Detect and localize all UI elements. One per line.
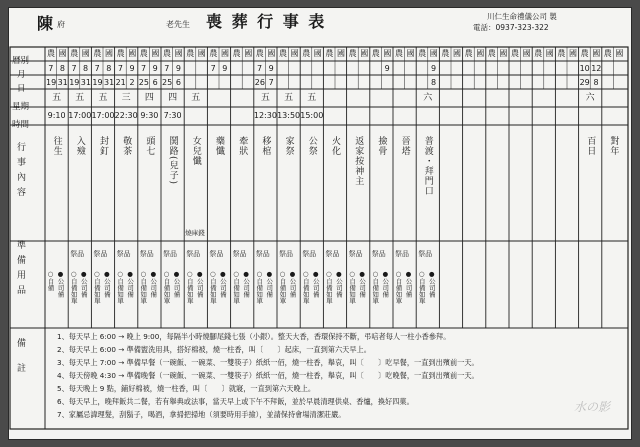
supply-self-prepared: ○自備如單 bbox=[394, 270, 403, 304]
calendar-lunar-label: 農 bbox=[70, 49, 79, 58]
calendar-solar-label: 國 bbox=[429, 49, 438, 58]
time-value: 9:30 bbox=[140, 111, 159, 120]
event-1: 往生 bbox=[51, 136, 62, 156]
calendar-solar-label: 國 bbox=[58, 49, 67, 58]
supply-offerings: 祭品 bbox=[325, 250, 340, 258]
supply-self-prepared: ○自備如單 bbox=[301, 270, 310, 304]
weekday-value: 五 bbox=[307, 93, 317, 103]
honorific: 老先生 bbox=[166, 20, 190, 29]
event-5: 頭七 bbox=[144, 136, 155, 156]
event-25: 對年 bbox=[608, 136, 619, 156]
supply-company-provided: ●公司備 bbox=[404, 270, 413, 298]
calendar-solar-label: 國 bbox=[360, 49, 369, 58]
calendar-solar-label: 國 bbox=[615, 49, 624, 58]
weekday-value: 五 bbox=[284, 93, 294, 103]
month-solar: 12 bbox=[591, 64, 602, 73]
weekday-value: 六 bbox=[585, 93, 595, 103]
calendar-lunar-label: 農 bbox=[232, 49, 241, 58]
event-24: 百日 bbox=[585, 136, 596, 156]
supply-self-prepared: ○自備如單 bbox=[162, 270, 171, 304]
calendar-lunar-label: 農 bbox=[302, 49, 311, 58]
calendar-solar-label: 國 bbox=[221, 49, 229, 58]
month-lunar: 7 bbox=[94, 64, 100, 73]
day-solar: 8 bbox=[593, 78, 599, 87]
row-label-month: 月 bbox=[17, 70, 26, 80]
supply-self-prepared: ○自備如單 bbox=[185, 270, 194, 304]
day-lunar: 21 bbox=[115, 78, 126, 87]
day-solar: 6 bbox=[175, 78, 181, 87]
watermark: 水の影 bbox=[574, 400, 611, 414]
day-solar: 8 bbox=[431, 78, 437, 87]
time-value: 7:30 bbox=[163, 111, 182, 120]
event-2: 入殮 bbox=[74, 136, 85, 156]
supply-self-prepared: ○自備如單 bbox=[417, 270, 426, 304]
supply-offerings: 祭品 bbox=[139, 250, 154, 258]
supply-offerings: 祭品 bbox=[395, 250, 409, 258]
supply-self-prepared: ○自備如單 bbox=[324, 270, 333, 304]
supply-offerings: 祭品 bbox=[70, 250, 85, 258]
row-label-day: 日 bbox=[17, 84, 26, 94]
supply-offerings: 祭品 bbox=[371, 250, 386, 258]
weekday-value: 三 bbox=[121, 93, 131, 103]
supply-offerings: 祭品 bbox=[418, 250, 433, 258]
weekday-value: 五 bbox=[191, 93, 201, 103]
page-title: 喪 葬 行 事 表 bbox=[206, 12, 327, 31]
day-lunar: 26 bbox=[254, 78, 265, 87]
day-solar: 6 bbox=[152, 78, 158, 87]
calendar-solar-label: 國 bbox=[476, 49, 485, 58]
calendar-solar-label: 國 bbox=[569, 49, 577, 58]
month-lunar: 7 bbox=[210, 64, 216, 73]
calendar-lunar-label: 農 bbox=[348, 49, 357, 58]
month-solar: 9 bbox=[152, 64, 158, 73]
supply-company-provided: ●公司備 bbox=[195, 270, 204, 298]
supply-self-prepared: ○自備如單 bbox=[232, 270, 241, 304]
month-solar: 9 bbox=[268, 64, 274, 73]
note-4: 4、每天傍晚 4:30 → 準備晚餐（一碗飯、一碗菜、一雙筷子）紙紙一佰，燒一柱香，舉哀，叫〔 〕吃晚餐，一直到出殯前一天。 bbox=[57, 371, 479, 380]
calendar-lunar-label: 農 bbox=[371, 49, 380, 58]
event-4: 敬茶 bbox=[121, 136, 132, 156]
month-solar: 9 bbox=[129, 64, 135, 73]
event-15: 撿骨 bbox=[376, 136, 387, 156]
calendar-lunar-label: 農 bbox=[163, 49, 171, 58]
calendar-lunar-label: 農 bbox=[511, 49, 519, 58]
supply-self-prepared: ○自備如單 bbox=[208, 270, 217, 304]
supply-company-provided: ●公司備 bbox=[126, 270, 135, 298]
row-label-supplies: 準備用品 bbox=[15, 240, 25, 300]
month-lunar: 7 bbox=[48, 64, 54, 73]
calendar-solar-label: 國 bbox=[337, 49, 345, 58]
calendar-solar-label: 國 bbox=[522, 49, 531, 58]
calendar-lunar-label: 農 bbox=[279, 49, 287, 58]
weekday-value: 四 bbox=[168, 93, 178, 103]
month-lunar: 7 bbox=[117, 64, 123, 73]
month-lunar: 10 bbox=[579, 64, 590, 73]
event-16: 晉塔 bbox=[399, 136, 410, 156]
calendar-lunar-label: 農 bbox=[534, 49, 543, 58]
row-label-weekday: 星期 bbox=[12, 102, 30, 112]
event-10: 移棺 bbox=[260, 136, 271, 156]
weekday-value: 六 bbox=[423, 93, 433, 103]
calendar-lunar-label: 農 bbox=[47, 49, 55, 58]
supply-company-provided: ●公司備 bbox=[242, 270, 251, 298]
supply-self-prepared: ○自備如單 bbox=[139, 270, 148, 304]
company-phone: 電話：0937-323-322 bbox=[473, 23, 549, 32]
calendar-lunar-label: 農 bbox=[395, 49, 403, 58]
supply-company-provided: ●公司備 bbox=[358, 270, 367, 298]
supply-company-provided: ●公司備 bbox=[79, 270, 88, 298]
note-3: 3、每天早上 7:00 → 準備早餐（一碗飯、一碗菜、一雙筷子）紙紙一佰，燒一柱香，舉哀，叫〔 〕吃早餐，一直到出殯前一天。 bbox=[57, 358, 479, 367]
supply-offerings: 祭品 bbox=[302, 250, 317, 258]
month-solar: 9 bbox=[175, 64, 181, 73]
weekday-value: 四 bbox=[144, 93, 154, 103]
supply-self-prepared: ○自備如單 bbox=[69, 270, 78, 304]
time-value: 17:00 bbox=[68, 111, 92, 120]
supply-offerings: 祭品 bbox=[348, 250, 363, 258]
family-suffix: 府 bbox=[57, 20, 65, 29]
supply-company-provided: ●公司備 bbox=[265, 270, 274, 298]
calendar-solar-label: 國 bbox=[592, 49, 601, 58]
supply-company-provided: ●公司備 bbox=[334, 270, 343, 298]
supply-company-provided: ●公司備 bbox=[56, 270, 65, 298]
day-lunar: 25 bbox=[162, 78, 173, 87]
calendar-solar-label: 國 bbox=[406, 49, 415, 58]
calendar-lunar-label: 農 bbox=[209, 49, 218, 58]
weekday-value: 五 bbox=[98, 93, 108, 103]
calendar-solar-label: 國 bbox=[453, 49, 461, 58]
calendar-lunar-label: 農 bbox=[139, 49, 148, 58]
day-solar: 7 bbox=[268, 78, 274, 87]
month-solar: 9 bbox=[222, 64, 228, 73]
note-6: 6、每天早上，晚拜飯共二餐，若有舉典或法事，當天早上或下午不拜飯，並於早晨清理供桌、香爐，換好四菓。 bbox=[57, 397, 414, 406]
month-lunar: 7 bbox=[141, 64, 147, 73]
supply-company-provided: ●公司備 bbox=[149, 270, 158, 298]
calendar-lunar-label: 農 bbox=[418, 49, 427, 58]
event-17: 普渡・拜門口 bbox=[422, 136, 433, 196]
note-7: 7、家屬忌諱理髮，刮鬍子，喝酒，拿掃把掃地（須要時用手撿），並請保持會場清潔莊嚴。 bbox=[57, 410, 346, 419]
month-solar: 8 bbox=[83, 64, 89, 73]
family-name: 陳 bbox=[37, 14, 54, 33]
calendar-lunar-label: 農 bbox=[93, 49, 102, 58]
day-lunar: 19 bbox=[92, 78, 103, 87]
event-7: 女兒懺 bbox=[190, 136, 201, 166]
row-label-events: 行事內容 bbox=[15, 142, 25, 202]
calendar-solar-label: 國 bbox=[174, 49, 183, 58]
calendar-solar-label: 國 bbox=[383, 49, 392, 58]
row-label-calendar: 曆別 bbox=[12, 56, 30, 66]
calendar-solar-label: 國 bbox=[290, 49, 299, 58]
supply-offerings: 祭品 bbox=[186, 250, 201, 258]
month-solar: 9 bbox=[431, 64, 437, 73]
event-13: 火化 bbox=[330, 136, 340, 156]
month-solar: 9 bbox=[384, 64, 390, 73]
row-label-notes: 備註 bbox=[15, 338, 25, 388]
month-lunar: 7 bbox=[257, 64, 263, 73]
event-14: 返家按神主 bbox=[353, 136, 364, 186]
day-solar: 31 bbox=[57, 78, 68, 87]
calendar-lunar-label: 農 bbox=[441, 49, 450, 58]
day-solar: 2 bbox=[129, 78, 135, 87]
supply-self-prepared: ○自備如單 bbox=[278, 270, 287, 304]
day-lunar: 19 bbox=[46, 78, 57, 87]
calendar-solar-label: 國 bbox=[197, 49, 206, 58]
calendar-solar-label: 國 bbox=[267, 49, 276, 58]
time-value: 17:00 bbox=[91, 111, 115, 120]
supply-self-prepared: ○自備如單 bbox=[371, 270, 380, 304]
supply-company-provided: ●公司備 bbox=[172, 270, 181, 298]
calendar-solar-label: 國 bbox=[244, 49, 253, 58]
calendar-lunar-label: 農 bbox=[325, 49, 334, 58]
calendar-lunar-label: 農 bbox=[186, 49, 195, 58]
event-11: 家祭 bbox=[283, 136, 294, 156]
calendar-solar-label: 國 bbox=[151, 49, 160, 58]
month-lunar: 7 bbox=[71, 64, 77, 73]
supply-offerings: 祭品 bbox=[232, 250, 247, 258]
calendar-solar-label: 國 bbox=[313, 49, 322, 58]
event-6: 鬨路(兒子) bbox=[167, 136, 178, 186]
supply-offerings: 祭品 bbox=[93, 250, 108, 258]
event-extra-note: 燒庫錢 bbox=[185, 229, 205, 237]
calendar-lunar-label: 農 bbox=[464, 49, 473, 58]
calendar-solar-label: 國 bbox=[545, 49, 554, 58]
calendar-lunar-label: 農 bbox=[255, 49, 264, 58]
supply-self-prepared: ○自備如單 bbox=[348, 270, 357, 304]
calendar-solar-label: 國 bbox=[128, 49, 137, 58]
supply-offerings: 祭品 bbox=[255, 250, 270, 258]
calendar-lunar-label: 農 bbox=[603, 49, 612, 58]
calendar-lunar-label: 農 bbox=[487, 49, 496, 58]
calendar-solar-label: 國 bbox=[499, 49, 508, 58]
company-name: 川仁生命禮儀公司 製 bbox=[487, 12, 557, 21]
calendar-lunar-label: 農 bbox=[580, 49, 589, 58]
event-12: 公祭 bbox=[306, 136, 317, 156]
event-9: 牽狀 bbox=[237, 136, 248, 156]
funeral-schedule-sheet bbox=[9, 8, 631, 439]
day-solar: 31 bbox=[80, 78, 91, 87]
time-value: 9:10 bbox=[47, 111, 66, 120]
calendar-solar-label: 國 bbox=[105, 49, 113, 58]
supply-company-provided: ●公司備 bbox=[288, 270, 297, 298]
event-8: 藥懺 bbox=[214, 136, 224, 156]
calendar-lunar-label: 農 bbox=[116, 49, 125, 58]
supply-offerings: 祭品 bbox=[279, 250, 293, 258]
row-label-time: 時間 bbox=[12, 120, 30, 130]
supply-self-prepared: ○自備 bbox=[46, 270, 55, 291]
supply-self-prepared: ○自備如單 bbox=[255, 270, 264, 304]
supply-company-provided: ●公司備 bbox=[102, 270, 111, 298]
note-2: 2、每天早上 6:00 → 準備盥洗用具，搭好棉被，燒一柱香，叫〔 〕起床，一直到第六天早上。 bbox=[57, 345, 371, 354]
month-solar: 8 bbox=[106, 64, 112, 73]
day-lunar: 25 bbox=[138, 78, 149, 87]
day-solar: 31 bbox=[104, 78, 115, 87]
weekday-value: 五 bbox=[75, 93, 85, 103]
time-value: 15:00 bbox=[300, 111, 324, 120]
supply-offerings: 祭品 bbox=[163, 250, 177, 258]
supply-self-prepared: ○自備如單 bbox=[92, 270, 101, 304]
note-5: 5、每天晚上 9 點，鋪好棉被，燒一柱香，叫〔 〕就寢，一直到第六天晚上。 bbox=[57, 384, 316, 393]
supply-company-provided: ●公司備 bbox=[427, 270, 436, 298]
calendar-lunar-label: 農 bbox=[557, 49, 566, 58]
supply-company-provided: ●公司備 bbox=[381, 270, 390, 298]
event-3: 封釘 bbox=[98, 136, 108, 156]
day-lunar: 19 bbox=[69, 78, 80, 87]
supply-offerings: 祭品 bbox=[116, 250, 131, 258]
supply-company-provided: ●公司備 bbox=[311, 270, 320, 298]
time-value: 13:50 bbox=[277, 111, 301, 120]
month-solar: 8 bbox=[59, 64, 65, 73]
weekday-value: 五 bbox=[52, 93, 62, 103]
time-value: 22:30 bbox=[114, 111, 138, 120]
supply-offerings: 祭品 bbox=[209, 250, 224, 258]
day-lunar: 29 bbox=[579, 78, 590, 87]
calendar-solar-label: 國 bbox=[81, 49, 90, 58]
supply-company-provided: ●公司備 bbox=[218, 270, 227, 298]
weekday-value: 五 bbox=[260, 93, 270, 103]
time-value: 12:30 bbox=[253, 111, 277, 120]
note-1: 1、每天早上 6:00 → 晚上 9:00，每隔半小時燒腳尾錢七張（小銀）。整天大香，香環保持不斷，弔唁者每人一柱小香參拜。 bbox=[57, 332, 451, 341]
month-lunar: 7 bbox=[164, 64, 170, 73]
supply-self-prepared: ○自備如單 bbox=[116, 270, 125, 304]
